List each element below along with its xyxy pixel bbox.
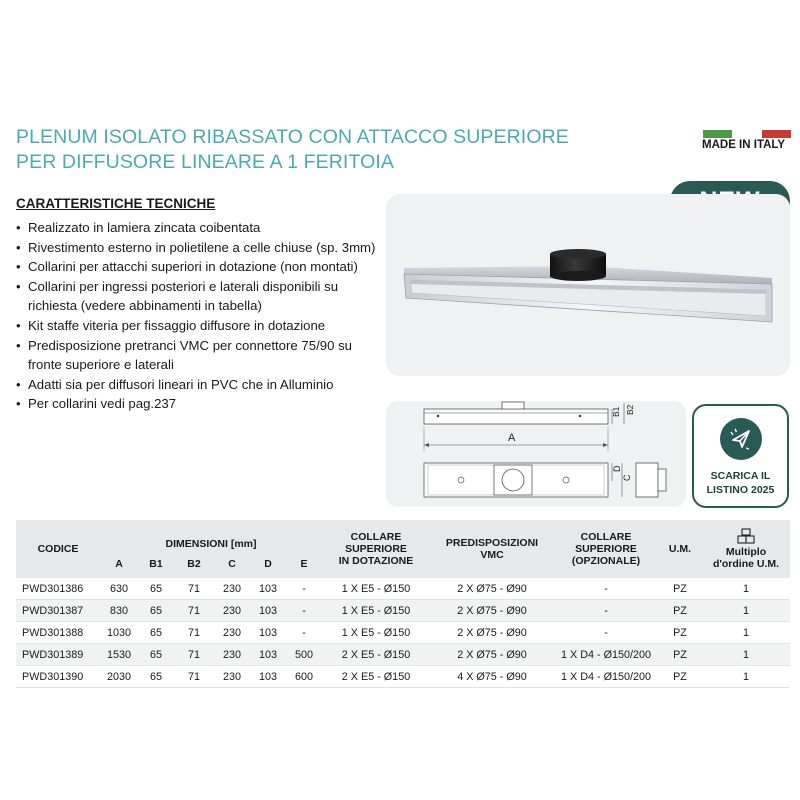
page-title-line1: PLENUM ISOLATO RIBASSATO CON ATTACCO SUPERIORE xyxy=(16,126,569,148)
dim-label-b1: B1 xyxy=(611,406,621,417)
features-item: • Per collarini vedi pag.237 xyxy=(16,394,376,414)
table-cell: 1 X E5 - Ø150 xyxy=(322,578,430,600)
table-cell: 65 xyxy=(138,644,174,666)
table-cell: 71 xyxy=(174,622,214,644)
table-cell: 600 xyxy=(286,666,322,688)
table-cell-code: PWD301386 xyxy=(16,578,100,600)
dimension-drawing xyxy=(386,401,686,507)
table-cell: 71 xyxy=(174,666,214,688)
features-item: • Rivestimento esterno in polietilene a celle chiuse (sp. 3mm) xyxy=(16,238,376,258)
features-item: • Collarini per attacchi superiori in dotazione (non montati) xyxy=(16,257,376,277)
table-cell: 65 xyxy=(138,666,174,688)
table-cell: - xyxy=(286,600,322,622)
col-header-b2: B2 xyxy=(174,550,214,578)
plenum-product-image xyxy=(386,194,790,376)
table-cell: 103 xyxy=(250,578,286,600)
features-item: • Collarini per ingressi posteriori e laterali disponibili su richiesta (vedere abbinamenti in tabella) xyxy=(16,277,376,316)
table-cell: 230 xyxy=(214,666,250,688)
table-row xyxy=(16,644,790,666)
table-cell: 2 X Ø75 - Ø90 xyxy=(430,578,554,600)
table-cell: 103 xyxy=(250,666,286,688)
header-text: IN DOTAZIONE xyxy=(338,555,414,567)
table-cell: 103 xyxy=(250,622,286,644)
table-cell: - xyxy=(554,600,658,622)
table-cell: 230 xyxy=(214,644,250,666)
page-title-line2: PER DIFFUSORE LINEARE A 1 FERITOIA xyxy=(16,151,394,173)
table-cell-code: PWD301388 xyxy=(16,622,100,644)
table-cell: PZ xyxy=(658,578,702,600)
features-item: • Kit staffe viteria per fissaggio diffusore in dotazione xyxy=(16,316,376,336)
features-item: • Adatti sia per diffusori lineari in PVC che in Alluminio xyxy=(16,375,376,395)
table-cell: 500 xyxy=(286,644,322,666)
table-cell: 1530 xyxy=(100,644,138,666)
send-arrow-icon xyxy=(720,418,762,460)
header-text: COLLARE xyxy=(580,531,632,543)
col-header-a: A xyxy=(100,550,138,578)
download-label-line2: LISTINO 2025 xyxy=(706,484,775,496)
box-icon xyxy=(702,528,790,544)
table-cell: 1 X D4 - Ø150/200 xyxy=(554,644,658,666)
table-cell: - xyxy=(286,622,322,644)
features-title: CARATTERISTICHE TECNICHE xyxy=(16,196,216,211)
dim-label-b2: B2 xyxy=(625,404,635,415)
header-text: VMC xyxy=(480,549,504,561)
table-cell-code: PWD301389 xyxy=(16,644,100,666)
table-cell-code: PWD301390 xyxy=(16,666,100,688)
table-cell: 103 xyxy=(250,644,286,666)
table-row xyxy=(16,578,790,600)
flag-white-stripe xyxy=(732,130,761,138)
features-list xyxy=(16,218,376,414)
table-cell: 2 X E5 - Ø150 xyxy=(322,666,430,688)
table-cell: 1 X E5 - Ø150 xyxy=(322,622,430,644)
header-text: Multiplo xyxy=(725,546,767,558)
table-cell: 1 xyxy=(702,644,790,666)
header-text: SUPERIORE xyxy=(345,543,407,555)
table-cell: 230 xyxy=(214,622,250,644)
dim-label-d: D xyxy=(612,465,622,472)
table-cell: 103 xyxy=(250,600,286,622)
flag-green-stripe xyxy=(703,130,732,138)
col-header-multiplo xyxy=(702,520,790,578)
table-cell: 2 X Ø75 - Ø90 xyxy=(430,644,554,666)
dim-label-c: C xyxy=(622,474,632,481)
table-cell: 1 xyxy=(702,666,790,688)
table-cell: - xyxy=(286,578,322,600)
page-title xyxy=(16,125,636,175)
header-text: SUPERIORE xyxy=(575,543,637,555)
table-cell: 65 xyxy=(138,600,174,622)
table-row xyxy=(16,600,790,622)
table-cell: PZ xyxy=(658,644,702,666)
col-header-um: U.M. xyxy=(658,520,702,578)
table-cell: 1 X E5 - Ø150 xyxy=(322,600,430,622)
made-in-italy-label: MADE IN ITALY xyxy=(702,139,786,151)
table-cell: 1 X D4 - Ø150/200 xyxy=(554,666,658,688)
table-cell: PZ xyxy=(658,600,702,622)
table-row xyxy=(16,622,790,644)
col-header-collare-opzionale xyxy=(554,520,658,578)
header-text: (OPZIONALE) xyxy=(571,555,641,567)
table-cell: 2030 xyxy=(100,666,138,688)
features-item: • Realizzato in lamiera zincata coibentata xyxy=(16,218,376,238)
table-cell: 71 xyxy=(174,578,214,600)
table-cell: 65 xyxy=(138,578,174,600)
table-cell: 630 xyxy=(100,578,138,600)
table-cell: 71 xyxy=(174,644,214,666)
table-body xyxy=(16,578,790,688)
table-cell: 2 X E5 - Ø150 xyxy=(322,644,430,666)
table-cell: 1030 xyxy=(100,622,138,644)
table-cell: 230 xyxy=(214,600,250,622)
download-label-line1: SCARICA IL xyxy=(710,470,771,482)
col-header-dimensioni: DIMENSIONI [mm] xyxy=(100,520,322,550)
col-header-vmc xyxy=(430,520,554,578)
col-header-d: D xyxy=(250,550,286,578)
header-text: COLLARE xyxy=(350,531,402,543)
italy-flag-icon xyxy=(703,130,791,138)
table-cell: PZ xyxy=(658,666,702,688)
features-item: • Predisposizione pretranci VMC per connettore 75/90 su fronte superiore e laterali xyxy=(16,336,376,375)
col-header-collare-dotazione xyxy=(322,520,430,578)
header-text: d'ordine U.M. xyxy=(712,558,780,570)
col-header-codice: CODICE xyxy=(16,520,100,578)
table-cell: - xyxy=(554,622,658,644)
download-listino-button[interactable] xyxy=(692,404,789,508)
table-cell: 1 xyxy=(702,622,790,644)
table-cell: PZ xyxy=(658,622,702,644)
table-row xyxy=(16,666,790,688)
table-cell: 830 xyxy=(100,600,138,622)
table-cell: 2 X Ø75 - Ø90 xyxy=(430,600,554,622)
col-header-c: C xyxy=(214,550,250,578)
table-cell: 65 xyxy=(138,622,174,644)
technical-drawing xyxy=(386,401,686,507)
col-header-b1: B1 xyxy=(138,550,174,578)
table-cell: - xyxy=(554,578,658,600)
header-text: PREDISPOSIZIONI xyxy=(445,537,539,549)
product-photo xyxy=(386,194,790,376)
table-cell: 1 xyxy=(702,578,790,600)
col-header-e: E xyxy=(286,550,322,578)
dim-label-a: A xyxy=(508,432,516,444)
table-cell: 4 X Ø75 - Ø90 xyxy=(430,666,554,688)
table-cell: 230 xyxy=(214,578,250,600)
table-cell: 71 xyxy=(174,600,214,622)
table-cell: 2 X Ø75 - Ø90 xyxy=(430,622,554,644)
flag-red-stripe xyxy=(762,130,791,138)
table-cell-code: PWD301387 xyxy=(16,600,100,622)
table-cell: 1 xyxy=(702,600,790,622)
product-table xyxy=(16,520,790,688)
